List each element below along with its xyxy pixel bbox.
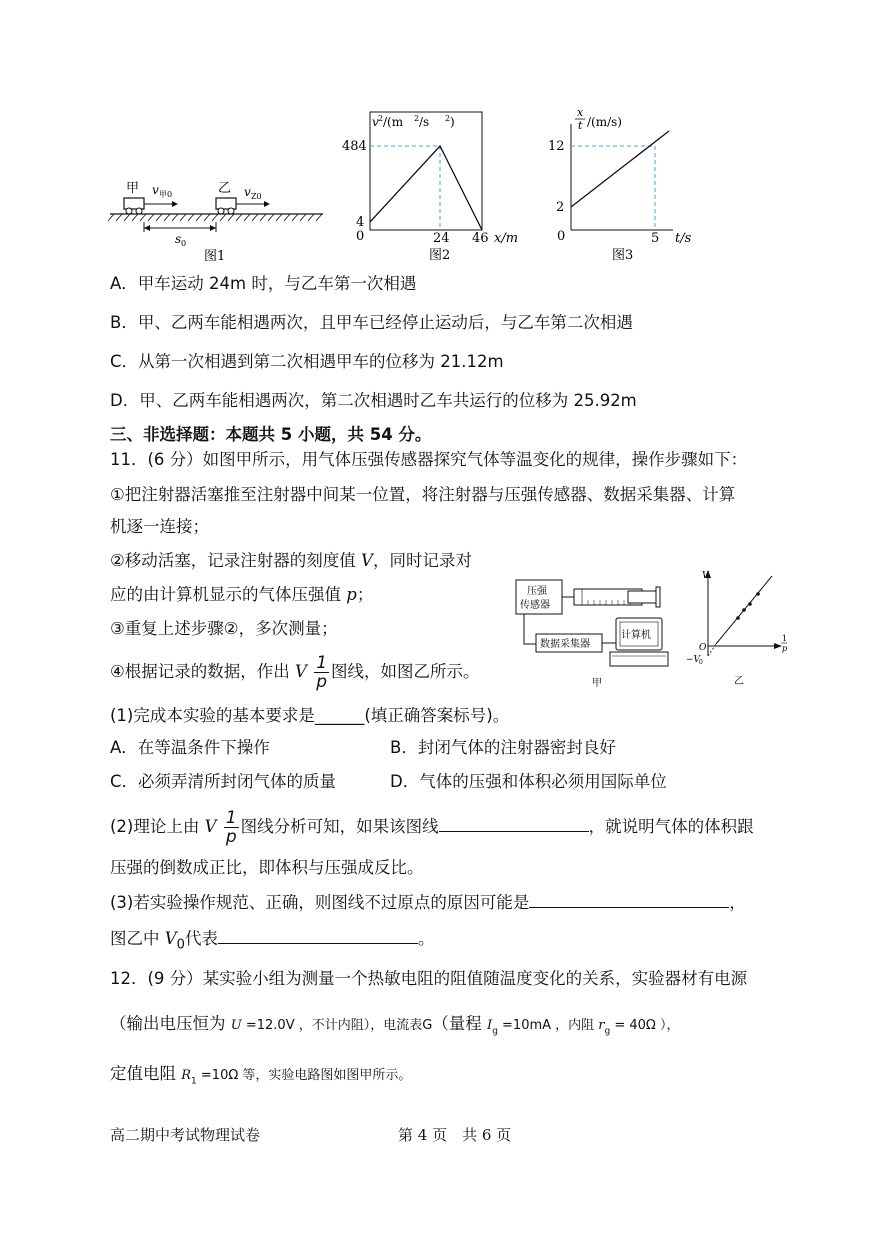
footer-title: 高二期中考试物理试卷 bbox=[110, 1126, 261, 1144]
figure-2-caption: 图2 bbox=[429, 248, 451, 263]
svg-text:v: v bbox=[152, 183, 159, 197]
data-point bbox=[742, 608, 746, 612]
v2-x-line bbox=[370, 146, 482, 230]
svg-text:): ) bbox=[450, 115, 455, 129]
s0-label: s bbox=[175, 232, 182, 246]
figure-jia bbox=[512, 572, 680, 690]
ground-hatch bbox=[108, 214, 322, 221]
q11-step2-cont: 应的由计算机显示的气体压强值 p； bbox=[110, 585, 374, 604]
q11-part2-cont: 压强的倒数成正比，即体积与压强成反比。 bbox=[110, 858, 424, 877]
computer-icon bbox=[610, 618, 668, 666]
svg-text:传感器: 传感器 bbox=[520, 600, 550, 611]
figure-2-y-label: v bbox=[372, 115, 379, 129]
fraction-1-over-p: $\frac{1}{p}$ bbox=[316, 653, 328, 692]
svg-text:p: p bbox=[782, 644, 788, 653]
svg-text:2: 2 bbox=[414, 114, 420, 123]
x-tick-24: 24 bbox=[433, 231, 450, 246]
svg-text:0: 0 bbox=[181, 239, 187, 248]
q11-step2: ②移动活塞，记录注射器的刻度值 V，同时记录对 bbox=[110, 551, 472, 570]
q11-option-c: C．必须弄清所封闭气体的质量 bbox=[110, 772, 337, 791]
figure-3 bbox=[543, 104, 713, 264]
q11-step3: ③重复上述步骤②，多次测量； bbox=[110, 619, 338, 638]
y-tick-12: 12 bbox=[548, 139, 565, 154]
svg-text:数据采集器: 数据采集器 bbox=[540, 639, 590, 650]
svg-text:1: 1 bbox=[782, 634, 788, 643]
q11-part2: (2)理论上由 V $\frac{1}{p}$ 图线分析可知，如果该图线 ，就说明气体的体积跟 bbox=[110, 808, 754, 847]
svg-text:计算机: 计算机 bbox=[621, 630, 651, 641]
answer-blank[interactable] bbox=[218, 927, 418, 944]
car-a-label: 甲 bbox=[126, 181, 140, 196]
q11-part1: (1)完成本实验的基本要求是______(填正确答案标号)。 bbox=[110, 706, 510, 725]
svg-text:v: v bbox=[244, 185, 251, 199]
data-point bbox=[756, 592, 760, 596]
q11-step1-cont: 机逐一连接； bbox=[110, 517, 209, 536]
svg-text:2: 2 bbox=[445, 114, 451, 123]
figure-3-caption: 图3 bbox=[612, 248, 634, 263]
q11-step1: ①把注射器活塞推至注射器中间某一位置，将注射器与压强传感器、数据采集器、计算 bbox=[110, 485, 736, 504]
q11-intro: 11．(6 分）如图甲所示，用气体压强传感器探究气体等温变化的规律，操作步骤如下： bbox=[110, 450, 748, 469]
q11-option-a: A．在等温条件下操作 bbox=[110, 738, 270, 757]
svg-text:压强: 压强 bbox=[527, 586, 547, 597]
syringe-icon bbox=[562, 587, 660, 607]
svg-text:O: O bbox=[699, 643, 707, 653]
y-tick-0: 0 bbox=[356, 229, 365, 244]
figure-1-caption: 图1 bbox=[204, 249, 226, 264]
option-a: A．甲车运动 24m 时，与乙车第一次相遇 bbox=[110, 274, 417, 293]
option-d: D．甲、乙两车能相遇两次，第二次相遇时乙车共运行的位移为 25.92m bbox=[110, 391, 637, 410]
q11-part3: (3)若实验操作规范、正确，则图线不过原点的原因可能是 ， bbox=[110, 893, 746, 912]
svg-text:−V: −V bbox=[686, 655, 701, 665]
car-b-label: 乙 bbox=[218, 181, 232, 196]
figure-3-y-label: /(m/s) bbox=[587, 115, 622, 129]
x-tick-5: 5 bbox=[651, 231, 660, 246]
figure-yi-caption: 乙 bbox=[734, 676, 744, 687]
svg-text:甲0: 甲0 bbox=[159, 190, 173, 199]
figure-1 bbox=[108, 170, 328, 265]
svg-text:/s: /s bbox=[419, 115, 430, 129]
y-tick-0: 0 bbox=[557, 229, 566, 244]
option-c: C．从第一次相遇到第二次相遇甲车的位移为 21.12m bbox=[110, 352, 504, 371]
svg-text:Z0: Z0 bbox=[251, 192, 262, 201]
x-tick-46: 46 bbox=[472, 231, 489, 246]
svg-text:V: V bbox=[702, 571, 709, 581]
answer-blank[interactable] bbox=[529, 891, 729, 908]
q11-option-d: D．气体的压强和体积必须用国际单位 bbox=[390, 772, 667, 791]
xt-line bbox=[571, 131, 669, 207]
data-point bbox=[748, 602, 752, 606]
q11-step4: ④根据记录的数据，作出 V $\frac{1}{p}$ 图线，如图乙所示。 bbox=[110, 653, 480, 692]
page-number: 第 4 页 共 6 页 bbox=[398, 1126, 512, 1144]
figure-yi bbox=[680, 566, 790, 690]
q11-option-b: B．封闭气体的注射器密封良好 bbox=[390, 738, 616, 757]
svg-text:x: x bbox=[577, 106, 584, 119]
data-point bbox=[736, 616, 740, 620]
y-tick-2: 2 bbox=[556, 200, 565, 215]
figure-jia-caption: 甲 bbox=[592, 678, 602, 689]
svg-text:2: 2 bbox=[378, 114, 384, 123]
option-b: B．甲、乙两车能相遇两次，且甲车已经停止运动后，与乙车第二次相遇 bbox=[110, 313, 633, 332]
section-heading: 三、非选择题：本题共 5 小题，共 54 分。 bbox=[110, 425, 432, 444]
q11-part3-cont: 图乙中 $V_0$代表 。 bbox=[110, 929, 435, 953]
figure-2-x-label: x/m bbox=[494, 231, 519, 246]
answer-blank[interactable] bbox=[439, 815, 589, 832]
q12-line3: 定值电阻 $R_1 =10\Omega$ 等，实验电路图如图甲所示。 bbox=[110, 1064, 412, 1087]
y-tick-484: 484 bbox=[342, 139, 367, 154]
figure-2 bbox=[342, 104, 532, 264]
svg-text:/(m: /(m bbox=[383, 115, 404, 129]
q12-line2: （输出电压恒为 U =12.0V ，不计内阻），电流表G（量程 $I_g =10mA$ ，内阻 $r_g = 40\Omega$ ）， bbox=[110, 1014, 680, 1037]
figure-3-x-label: t/s bbox=[675, 231, 692, 246]
svg-text:0: 0 bbox=[699, 659, 703, 666]
svg-text:t: t bbox=[578, 119, 583, 132]
car-b bbox=[216, 198, 236, 214]
car-a bbox=[124, 198, 144, 214]
y-tick-4: 4 bbox=[356, 215, 365, 230]
q12-intro: 12．(9 分）某实验小组为测量一个热敏电阻的阻值随温度变化的关系，实验器材有电源 bbox=[110, 969, 748, 988]
